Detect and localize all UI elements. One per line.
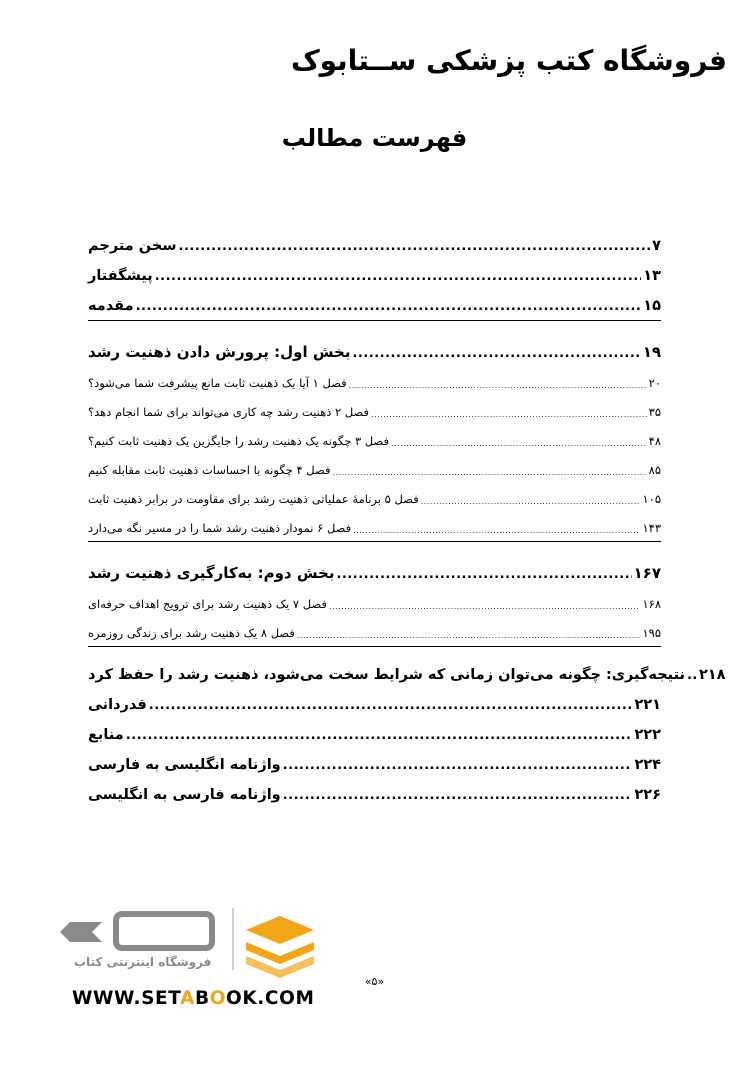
leader-dots — [179, 239, 651, 254]
toc-entry-label: فصل ۷ یک ذهنیت رشد برای ترویج اهداف حرفه‌ای — [88, 597, 327, 611]
leader-dots — [349, 381, 647, 390]
toc-entry-page: ۱۰۵ — [642, 492, 661, 506]
toc-entry-glossary-fa-en[interactable] — [88, 773, 661, 803]
toc-entry-page: ۱۳ — [643, 268, 661, 284]
toc-entry-page: ۱۴۳ — [642, 521, 661, 535]
toc-entry-preface[interactable] — [88, 254, 661, 284]
toc-entry-label: بخش دوم: به‌کارگیری ذهنیت رشد — [88, 564, 335, 582]
page-number: «۵» — [364, 975, 385, 988]
leader-dots — [329, 602, 641, 611]
toc-entry-label: مقدمه — [88, 298, 134, 314]
toc-entry-references[interactable] — [88, 713, 661, 743]
leader-dots — [336, 567, 631, 582]
leader-dots — [352, 346, 640, 361]
toc-entry-label: منابع — [88, 727, 124, 743]
leader-dots — [371, 410, 647, 419]
website-url[interactable] — [72, 988, 314, 1009]
toc-entry-page: ۲۲۲ — [634, 727, 661, 743]
leader-dots — [136, 299, 642, 314]
divider — [88, 646, 661, 647]
leader-dots — [421, 497, 641, 506]
chevron-icon — [60, 922, 102, 942]
toc-entry-acknowledgments[interactable] — [88, 683, 661, 713]
divider — [88, 320, 661, 321]
toc-entry-page: ۲۱۸ — [698, 667, 726, 683]
toc-entry-page: ۸۵ — [648, 463, 661, 477]
toc-entry-label: واژنامه انگلیسی به فارسی — [88, 757, 281, 773]
toc-entry-chapter-5[interactable] — [88, 477, 661, 506]
toc-entry-chapter-2[interactable] — [88, 390, 661, 419]
toc-entry-chapter-8[interactable] — [88, 611, 661, 640]
url-part: OK.COM — [226, 988, 315, 1009]
leader-dots — [353, 526, 640, 535]
toc-entry-label: فصل ۵ برنامهٔ عملیاتی ذهنیت رشد برای مقاومت در برابر ذهنیت ثابت — [88, 492, 419, 506]
leader-dots — [149, 698, 633, 713]
toc-entry-page: ۱۶۷ — [633, 564, 661, 582]
toc-entry-page: ۴۸ — [648, 434, 661, 448]
toc-entry-label: قدردانی — [88, 697, 147, 713]
toc-entry-page: ۱۵ — [643, 298, 661, 314]
toc-entry-label: نتیجه‌گیری: چگونه می‌توان زمانی که شرایط سخت می‌شود، ذهنیت رشد را حفظ کرد — [88, 667, 685, 683]
toc-entry-page: ۱۹ — [642, 343, 661, 361]
logo-tagline: فروشگاه اینترنتی کتاب — [74, 955, 212, 969]
toc-entry-glossary-en-fa[interactable] — [88, 743, 661, 773]
toc-entry-chapter-6[interactable] — [88, 506, 661, 535]
url-accent: O — [209, 988, 227, 1009]
toc-entry-chapter-1[interactable] — [88, 361, 661, 390]
leader-dots — [332, 468, 646, 477]
wordmark-frame — [116, 914, 212, 948]
toc-title: فهرست مطالب — [281, 124, 468, 152]
toc-entry-conclusion[interactable] — [88, 653, 726, 683]
toc-entry-page: ۳۵ — [648, 405, 661, 419]
toc-entry-page: ۲۰ — [648, 376, 661, 390]
toc-entry-label: پیشگفتار — [88, 268, 153, 284]
toc-entry-part-1[interactable] — [88, 327, 661, 361]
toc-entry-label: واژنامه فارسی به انگلیسی — [88, 787, 281, 803]
divider — [88, 541, 661, 542]
url-part: WWW.SET — [72, 988, 181, 1009]
toc-entry-chapter-4[interactable] — [88, 448, 661, 477]
toc-entry-page: ۱۶۸ — [642, 597, 661, 611]
leader-dots — [283, 788, 633, 803]
store-title: فروشگاه کتب پزشکی ســتابوک — [290, 44, 727, 77]
book-stack-icon — [246, 916, 314, 978]
toc-entry-label: فصل ۲ ذهنیت رشد چه کاری می‌تواند برای شما انجام دهد؟ — [88, 405, 370, 419]
leader-dots — [283, 758, 633, 773]
leader-dots — [687, 668, 697, 683]
url-accent: A — [180, 988, 196, 1009]
url-part: B — [195, 988, 210, 1009]
toc-entry-chapter-3[interactable] — [88, 419, 661, 448]
leader-dots — [391, 439, 647, 448]
toc-entry-label: فصل ۳ چگونه یک ذهنیت رشد را جایگزین یک ذهنیت ثابت کنیم؟ — [88, 434, 389, 448]
toc-entry-label: فصل ۸ یک ذهنیت رشد برای زندگی روزمره — [88, 626, 295, 640]
toc-entry-page: ۱۹۵ — [642, 626, 661, 640]
toc-entry-label: بخش اول: پرورش دادن ذهنیت رشد — [88, 343, 351, 361]
leader-dots — [126, 728, 633, 743]
toc-entry-translator-note[interactable] — [88, 224, 661, 254]
toc-entry-label: فصل ۱ آیا یک ذهنیت ثابت مانع پیشرفت شما می‌شود؟ — [88, 376, 347, 390]
toc-entry-chapter-7[interactable] — [88, 582, 661, 611]
toc-entry-introduction[interactable] — [88, 284, 661, 314]
toc-entry-part-2[interactable] — [88, 548, 661, 582]
divider — [232, 908, 234, 970]
leader-dots — [155, 269, 642, 284]
toc-entry-label: فصل ۶ نمودار ذهنیت رشد شما را در مسیر نگه می‌دارد — [88, 521, 352, 535]
toc-entry-page: ۲۲۴ — [634, 757, 661, 773]
toc-entry-page: ۷ — [652, 238, 661, 254]
toc-entry-label: فصل ۴ چگونه با احساسات ذهنیت ثابت مقابله کنیم — [88, 463, 331, 477]
table-of-contents — [88, 224, 726, 803]
toc-entry-page: ۲۲۱ — [634, 697, 661, 713]
toc-entry-page: ۲۲۶ — [634, 787, 661, 803]
leader-dots — [297, 631, 641, 640]
toc-entry-label: سخن مترجم — [88, 238, 177, 254]
